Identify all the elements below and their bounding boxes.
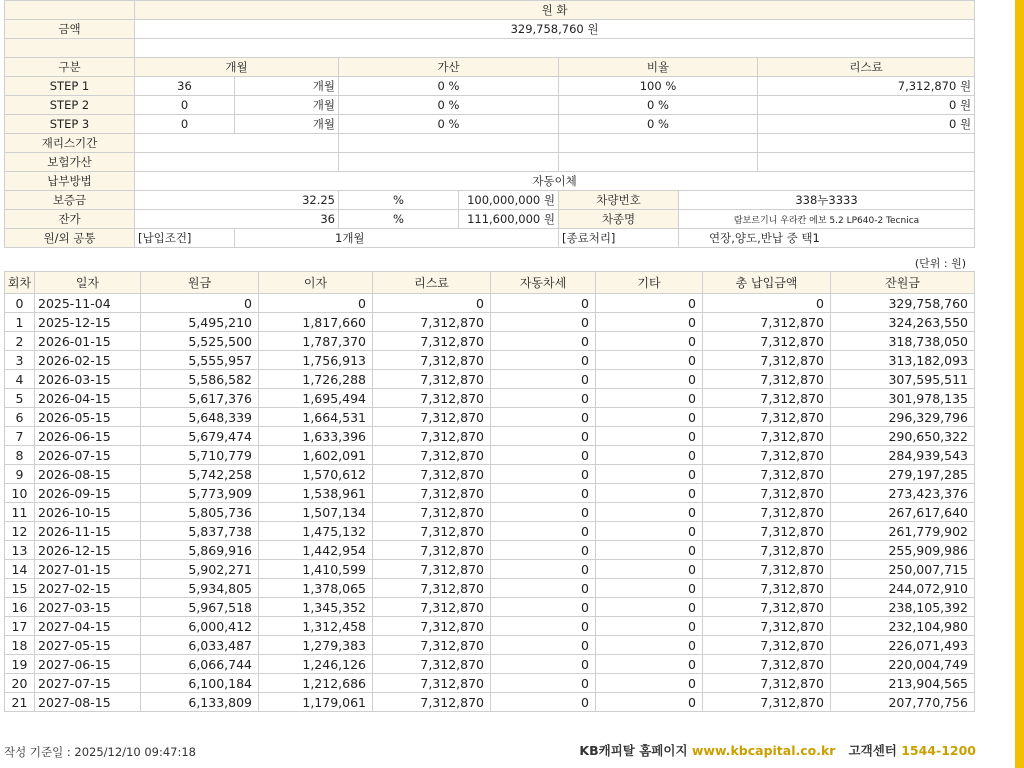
cell-lease-fee: 7,312,870: [373, 465, 491, 484]
cell-other: 0: [596, 446, 703, 465]
common-label: 원/외 공통: [5, 229, 135, 248]
cell-other: 0: [596, 636, 703, 655]
cell-interest: 1,664,531: [259, 408, 373, 427]
cell-car-tax: 0: [491, 617, 596, 636]
table-row: [5, 427, 975, 446]
cell-interest: 1,695,494: [259, 389, 373, 408]
cell-other: 0: [596, 408, 703, 427]
table-row: [5, 351, 975, 370]
residual-label: 잔가: [5, 210, 135, 229]
cell-date: 2025-12-15: [35, 313, 141, 332]
table-row: [5, 408, 975, 427]
table-row: [5, 598, 975, 617]
cell-interest: 1,179,061: [259, 693, 373, 712]
customer-center-phone: 1544-1200: [901, 743, 976, 758]
cell-interest: 1,442,954: [259, 541, 373, 560]
cell-principal: 5,495,210: [141, 313, 259, 332]
cell-date: 2025-11-04: [35, 294, 141, 313]
cell-principal: 6,100,184: [141, 674, 259, 693]
table-row: [5, 484, 975, 503]
cell-round: 15: [5, 579, 35, 598]
cell-date: 2026-07-15: [35, 446, 141, 465]
cell-car-tax: 0: [491, 560, 596, 579]
step-row: STEP 3 0 개월 0 % 0 % 0 원: [5, 115, 975, 134]
cell-car-tax: 0: [491, 294, 596, 313]
cell-other: 0: [596, 522, 703, 541]
cell-other: 0: [596, 484, 703, 503]
cell-total-payment: 7,312,870: [703, 351, 831, 370]
cell-lease-fee: 7,312,870: [373, 389, 491, 408]
cell-date: 2026-02-15: [35, 351, 141, 370]
cell-lease-fee: 7,312,870: [373, 541, 491, 560]
cell-remaining-principal: 290,650,322: [831, 427, 975, 446]
cell-total-payment: 7,312,870: [703, 655, 831, 674]
cell-remaining-principal: 226,071,493: [831, 636, 975, 655]
table-row: [5, 465, 975, 484]
cell-round: 16: [5, 598, 35, 617]
car-number-value: 338누3333: [679, 191, 975, 210]
header-lease-fee: 리스료: [373, 272, 491, 294]
cell-lease-fee: 7,312,870: [373, 446, 491, 465]
cell-other: 0: [596, 313, 703, 332]
cell-date: 2026-01-15: [35, 332, 141, 351]
cell-interest: 1,570,612: [259, 465, 373, 484]
cell-principal: 5,902,271: [141, 560, 259, 579]
cell-remaining-principal: 324,263,550: [831, 313, 975, 332]
cell-total-payment: 7,312,870: [703, 598, 831, 617]
cell-total-payment: 7,312,870: [703, 427, 831, 446]
cell-round: 3: [5, 351, 35, 370]
cell-car-tax: 0: [491, 579, 596, 598]
step-header-ratio: 비율: [559, 58, 758, 77]
cell-principal: 5,869,916: [141, 541, 259, 560]
cell-remaining-principal: 318,738,050: [831, 332, 975, 351]
table-row: [5, 389, 975, 408]
cell-interest: 1,787,370: [259, 332, 373, 351]
cell-remaining-principal: 273,423,376: [831, 484, 975, 503]
cell-principal: 5,742,258: [141, 465, 259, 484]
cell-round: 12: [5, 522, 35, 541]
cell-total-payment: 7,312,870: [703, 370, 831, 389]
cell-car-tax: 0: [491, 370, 596, 389]
cell-principal: 6,133,809: [141, 693, 259, 712]
cell-remaining-principal: 220,004,749: [831, 655, 975, 674]
amount-label: 금액: [5, 20, 135, 39]
cell-interest: 1,345,352: [259, 598, 373, 617]
cell-total-payment: 7,312,870: [703, 560, 831, 579]
header-car-tax: 자동차세: [491, 272, 596, 294]
cell-total-payment: 7,312,870: [703, 636, 831, 655]
cell-other: 0: [596, 579, 703, 598]
step-header-category: 구분: [5, 58, 135, 77]
table-row: [5, 332, 975, 351]
cell-total-payment: 7,312,870: [703, 408, 831, 427]
cell-round: 21: [5, 693, 35, 712]
cell-principal: 5,710,779: [141, 446, 259, 465]
schedule-header-row: [5, 272, 975, 294]
cell-other: 0: [596, 617, 703, 636]
cell-remaining-principal: 301,978,135: [831, 389, 975, 408]
cell-principal: 5,525,500: [141, 332, 259, 351]
cell-car-tax: 0: [491, 484, 596, 503]
right-accent-bar: [1015, 0, 1024, 768]
re-lease-label: 재리스기간: [5, 134, 135, 153]
cell-round: 10: [5, 484, 35, 503]
deposit-pct: 32.25: [135, 191, 339, 210]
car-model-value: 람보르기니 우라칸 에보 5.2 LP640-2 Tecnica: [679, 210, 975, 229]
cell-round: 4: [5, 370, 35, 389]
cell-round: 0: [5, 294, 35, 313]
lease-summary-table: [4, 0, 975, 248]
cell-other: 0: [596, 465, 703, 484]
cell-principal: 5,773,909: [141, 484, 259, 503]
cell-car-tax: 0: [491, 446, 596, 465]
step-header-fee: 리스료: [758, 58, 975, 77]
car-model-label: 차종명: [559, 210, 679, 229]
cell-other: 0: [596, 560, 703, 579]
cell-remaining-principal: 313,182,093: [831, 351, 975, 370]
cell-principal: 5,648,339: [141, 408, 259, 427]
table-row: [5, 446, 975, 465]
cell-lease-fee: 0: [373, 294, 491, 313]
cell-car-tax: 0: [491, 313, 596, 332]
table-row: [5, 617, 975, 636]
deposit-pct-unit: %: [339, 191, 459, 210]
cell-interest: 1,312,458: [259, 617, 373, 636]
cell-principal: 5,679,474: [141, 427, 259, 446]
cell-remaining-principal: 238,105,392: [831, 598, 975, 617]
cell-round: 8: [5, 446, 35, 465]
cell-remaining-principal: 296,329,796: [831, 408, 975, 427]
cell-principal: 5,805,736: [141, 503, 259, 522]
cell-other: 0: [596, 655, 703, 674]
schedule-body: [5, 294, 975, 712]
cell-round: 19: [5, 655, 35, 674]
footer-contact: [579, 741, 976, 759]
header-date: 일자: [35, 272, 141, 294]
table-row: [5, 636, 975, 655]
cell-lease-fee: 7,312,870: [373, 598, 491, 617]
cell-date: 2026-12-15: [35, 541, 141, 560]
amount-value: 329,758,760 원: [135, 20, 975, 39]
cell-total-payment: 0: [703, 294, 831, 313]
cell-other: 0: [596, 427, 703, 446]
cell-date: 2027-04-15: [35, 617, 141, 636]
cell-car-tax: 0: [491, 332, 596, 351]
deposit-amount: 100,000,000 원: [459, 191, 559, 210]
cell-date: 2026-06-15: [35, 427, 141, 446]
cell-principal: 5,555,957: [141, 351, 259, 370]
cell-car-tax: 0: [491, 503, 596, 522]
cell-other: 0: [596, 503, 703, 522]
residual-pct-unit: %: [339, 210, 459, 229]
cell-date: 2027-07-15: [35, 674, 141, 693]
cell-other: 0: [596, 598, 703, 617]
cell-interest: 1,378,065: [259, 579, 373, 598]
cell-total-payment: 7,312,870: [703, 484, 831, 503]
cell-remaining-principal: 261,779,902: [831, 522, 975, 541]
currency-header: 원 화: [135, 1, 975, 20]
cell-interest: 1,507,134: [259, 503, 373, 522]
step-row: STEP 1 36 개월 0 % 100 % 7,312,870 원: [5, 77, 975, 96]
cell-interest: 1,817,660: [259, 313, 373, 332]
payment-schedule-table: [4, 271, 975, 712]
cell-other: 0: [596, 674, 703, 693]
cell-car-tax: 0: [491, 693, 596, 712]
cell-principal: 5,586,582: [141, 370, 259, 389]
step-header-add: 가산: [339, 58, 559, 77]
cell-date: 2026-04-15: [35, 389, 141, 408]
cell-car-tax: 0: [491, 408, 596, 427]
cell-remaining-principal: 307,595,511: [831, 370, 975, 389]
cell-car-tax: 0: [491, 351, 596, 370]
cell-interest: 1,633,396: [259, 427, 373, 446]
cell-interest: 1,246,126: [259, 655, 373, 674]
cell-car-tax: 0: [491, 636, 596, 655]
cell-round: 6: [5, 408, 35, 427]
header-other: 기타: [596, 272, 703, 294]
table-row: [5, 313, 975, 332]
cell-lease-fee: 7,312,870: [373, 408, 491, 427]
cell-lease-fee: 7,312,870: [373, 370, 491, 389]
table-row: [5, 503, 975, 522]
cell-remaining-principal: 267,617,640: [831, 503, 975, 522]
cell-round: 5: [5, 389, 35, 408]
cell-round: 18: [5, 636, 35, 655]
cell-round: 11: [5, 503, 35, 522]
homepage-label: KB캐피탈 홈페이지: [579, 743, 688, 758]
cell-principal: 5,967,518: [141, 598, 259, 617]
step-header-months: 개월: [135, 58, 339, 77]
cell-car-tax: 0: [491, 655, 596, 674]
cell-interest: 1,279,383: [259, 636, 373, 655]
cell-car-tax: 0: [491, 389, 596, 408]
cell-round: 9: [5, 465, 35, 484]
cell-round: 7: [5, 427, 35, 446]
cell-interest: 1,475,132: [259, 522, 373, 541]
cell-total-payment: 7,312,870: [703, 332, 831, 351]
cell-principal: 5,934,805: [141, 579, 259, 598]
cell-date: 2027-06-15: [35, 655, 141, 674]
cell-other: 0: [596, 370, 703, 389]
cell-interest: 1,602,091: [259, 446, 373, 465]
cell-total-payment: 7,312,870: [703, 579, 831, 598]
table-row: [5, 370, 975, 389]
cell-other: 0: [596, 389, 703, 408]
cell-date: 2027-08-15: [35, 693, 141, 712]
residual-pct: 36: [135, 210, 339, 229]
cell-lease-fee: 7,312,870: [373, 674, 491, 693]
cell-lease-fee: 7,312,870: [373, 351, 491, 370]
table-row: [5, 294, 975, 313]
cell-remaining-principal: 213,904,565: [831, 674, 975, 693]
cell-remaining-principal: 232,104,980: [831, 617, 975, 636]
cell-round: 2: [5, 332, 35, 351]
cell-remaining-principal: 279,197,285: [831, 465, 975, 484]
cell-lease-fee: 7,312,870: [373, 617, 491, 636]
created-date: 작성 기준일 : 2025/12/10 09:47:18: [4, 745, 196, 759]
cell-other: 0: [596, 541, 703, 560]
table-row: [5, 522, 975, 541]
cell-other: 0: [596, 693, 703, 712]
cell-round: 14: [5, 560, 35, 579]
cell-lease-fee: 7,312,870: [373, 484, 491, 503]
cell-lease-fee: 7,312,870: [373, 313, 491, 332]
cell-round: 1: [5, 313, 35, 332]
payment-method-value: 자동이체: [135, 172, 975, 191]
cell-date: 2026-08-15: [35, 465, 141, 484]
insurance-label: 보험가산: [5, 153, 135, 172]
cell-principal: 6,000,412: [141, 617, 259, 636]
cell-total-payment: 7,312,870: [703, 693, 831, 712]
cell-lease-fee: 7,312,870: [373, 522, 491, 541]
cell-car-tax: 0: [491, 465, 596, 484]
table-row: [5, 560, 975, 579]
cell-date: 2026-09-15: [35, 484, 141, 503]
cell-lease-fee: 7,312,870: [373, 503, 491, 522]
cell-round: 17: [5, 617, 35, 636]
cell-lease-fee: 7,312,870: [373, 579, 491, 598]
cell-total-payment: 7,312,870: [703, 674, 831, 693]
cell-principal: 5,617,376: [141, 389, 259, 408]
table-row: [5, 579, 975, 598]
cell-date: 2027-03-15: [35, 598, 141, 617]
end-process-value: 연장,양도,반납 중 택1: [679, 229, 975, 248]
cell-remaining-principal: 244,072,910: [831, 579, 975, 598]
cell-total-payment: 7,312,870: [703, 541, 831, 560]
cell-car-tax: 0: [491, 598, 596, 617]
header-round: 회차: [5, 272, 35, 294]
header-interest: 이자: [259, 272, 373, 294]
header-remaining-principal: 잔원금: [831, 272, 975, 294]
cell-lease-fee: 7,312,870: [373, 693, 491, 712]
cell-remaining-principal: 329,758,760: [831, 294, 975, 313]
cell-date: 2026-05-15: [35, 408, 141, 427]
header-principal: 원금: [141, 272, 259, 294]
table-row: [5, 655, 975, 674]
cell-lease-fee: 7,312,870: [373, 655, 491, 674]
cell-lease-fee: 7,312,870: [373, 636, 491, 655]
table-row: [5, 693, 975, 712]
payment-condition-value: 1개월: [235, 229, 559, 248]
cell-interest: 1,410,599: [259, 560, 373, 579]
step-row: STEP 2 0 개월 0 % 0 % 0 원: [5, 96, 975, 115]
cell-principal: 6,033,487: [141, 636, 259, 655]
customer-center-label: 고객센터: [848, 743, 897, 758]
deposit-label: 보증금: [5, 191, 135, 210]
cell-lease-fee: 7,312,870: [373, 427, 491, 446]
cell-round: 13: [5, 541, 35, 560]
cell-car-tax: 0: [491, 541, 596, 560]
cell-total-payment: 7,312,870: [703, 465, 831, 484]
cell-total-payment: 7,312,870: [703, 503, 831, 522]
cell-car-tax: 0: [491, 522, 596, 541]
cell-other: 0: [596, 294, 703, 313]
payment-method-label: 납부방법: [5, 172, 135, 191]
cell-date: 2027-01-15: [35, 560, 141, 579]
cell-interest: 1,538,961: [259, 484, 373, 503]
table-row: [5, 541, 975, 560]
cell-principal: 6,066,744: [141, 655, 259, 674]
homepage-link[interactable]: www.kbcapital.co.kr: [691, 743, 836, 758]
cell-round: 20: [5, 674, 35, 693]
cell-principal: 5,837,738: [141, 522, 259, 541]
payment-condition-label: [납입조건]: [135, 229, 235, 248]
cell-total-payment: 7,312,870: [703, 617, 831, 636]
cell-total-payment: 7,312,870: [703, 522, 831, 541]
cell-date: 2026-10-15: [35, 503, 141, 522]
unit-note: (단위 : 원): [914, 257, 966, 270]
cell-remaining-principal: 255,909,986: [831, 541, 975, 560]
cell-interest: 1,726,288: [259, 370, 373, 389]
header-total-payment: 총 납입금액: [703, 272, 831, 294]
cell-lease-fee: 7,312,870: [373, 332, 491, 351]
cell-total-payment: 7,312,870: [703, 389, 831, 408]
cell-interest: 1,756,913: [259, 351, 373, 370]
cell-total-payment: 7,312,870: [703, 313, 831, 332]
cell-other: 0: [596, 351, 703, 370]
end-process-label: [종료처리]: [559, 229, 679, 248]
cell-car-tax: 0: [491, 674, 596, 693]
cell-date: 2026-11-15: [35, 522, 141, 541]
cell-principal: 0: [141, 294, 259, 313]
cell-car-tax: 0: [491, 427, 596, 446]
table-row: [5, 674, 975, 693]
residual-amount: 111,600,000 원: [459, 210, 559, 229]
cell-other: 0: [596, 332, 703, 351]
car-number-label: 차량번호: [559, 191, 679, 210]
cell-interest: 1,212,686: [259, 674, 373, 693]
cell-date: 2027-02-15: [35, 579, 141, 598]
cell-remaining-principal: 207,770,756: [831, 693, 975, 712]
cell-lease-fee: 7,312,870: [373, 560, 491, 579]
cell-interest: 0: [259, 294, 373, 313]
cell-date: 2026-03-15: [35, 370, 141, 389]
cell-date: 2027-05-15: [35, 636, 141, 655]
cell-remaining-principal: 284,939,543: [831, 446, 975, 465]
cell-remaining-principal: 250,007,715: [831, 560, 975, 579]
cell-total-payment: 7,312,870: [703, 446, 831, 465]
